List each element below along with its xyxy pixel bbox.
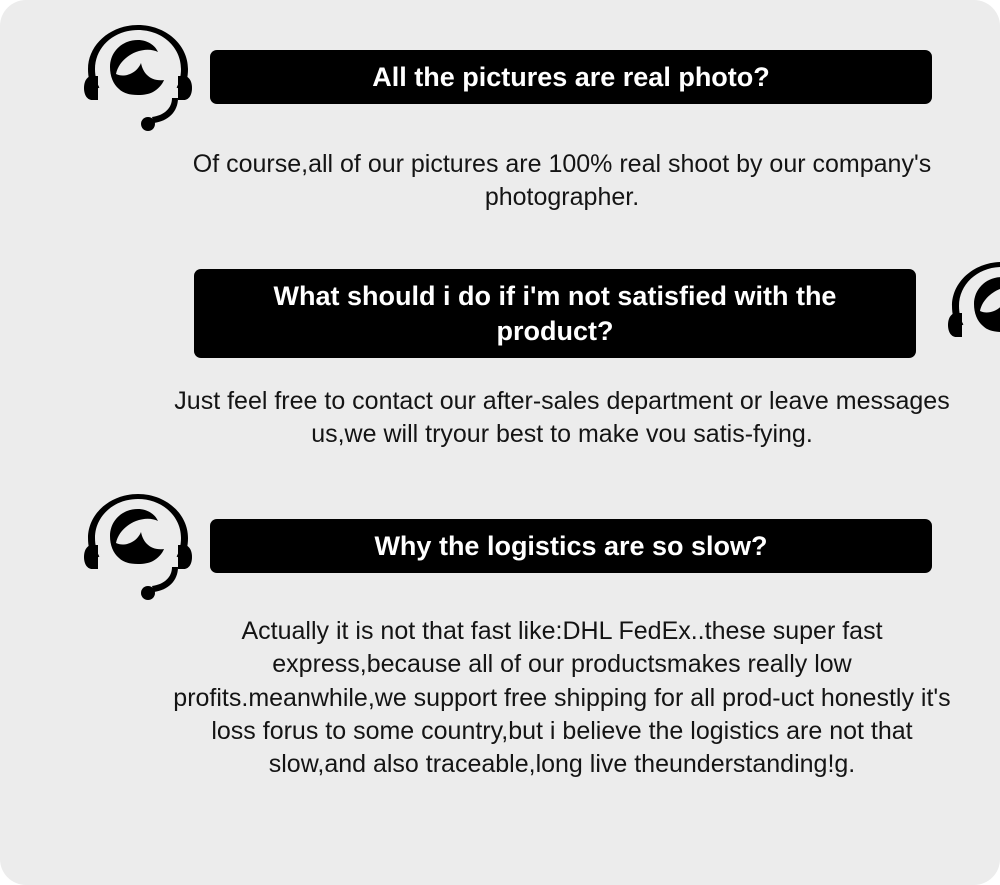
headset-operator-icon [78, 22, 198, 132]
faq-2-header [62, 259, 1000, 369]
faq-3-question: Why the logistics are so slow? [210, 519, 932, 574]
faq-1-question: All the pictures are real photo? [210, 50, 932, 105]
faq-item-2 [0, 215, 1000, 452]
faq-item-1 [0, 0, 1000, 215]
faq-3-answer: Actually it is not that fast like:DHL FedEx..these super fast express,because all of our productsmakes really low profits.meanwhile,we support free shipping for all prod-uct honestly it's loss forus to some country,but i believe the logistics are not that slow,and also traceable,long live theunderstanding!g. [173, 617, 951, 778]
faq-2-answer: Just feel free to contact our after-sales department or leave messages us,we will tryour best to make vou satis-fying. [174, 386, 950, 448]
faq-2-question: What should i do if i'm not satisfied with the product? [194, 269, 916, 358]
faq-3-header [62, 491, 1000, 601]
headset-operator-icon [942, 259, 1000, 369]
faq-1-answer: Of course,all of our pictures are 100% real shoot by our company's photographer. [192, 150, 932, 212]
headset-operator-icon [78, 491, 198, 601]
faq-item-3 [0, 451, 1000, 781]
faq-1-header [62, 22, 1000, 132]
